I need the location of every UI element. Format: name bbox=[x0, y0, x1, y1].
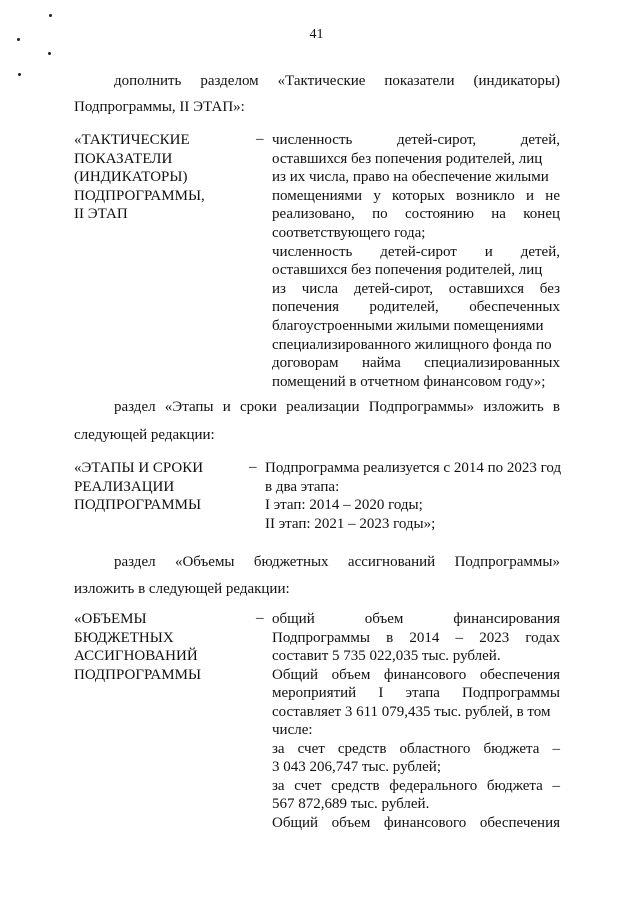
body-line: Общий объем финансового обеспечения bbox=[272, 814, 560, 831]
body-line: общий объем финансирования bbox=[272, 611, 560, 627]
body-line: специализированного жилищного фонда по bbox=[272, 336, 552, 353]
label-line: II ЭТАП bbox=[74, 206, 128, 222]
body-line: составляет 3 611 079,435 тыс. рублей, в том bbox=[272, 703, 551, 720]
label-line: ПОДПРОГРАММЫ bbox=[74, 666, 202, 683]
body-line: помещений в отчетном финансовом году»; bbox=[272, 373, 546, 390]
label-line: «ЭТАПЫ И СРОКИ bbox=[74, 460, 204, 476]
body-line: помещениями у которых возникло и не bbox=[272, 187, 560, 204]
section-3-body bbox=[272, 610, 560, 832]
body-line: 567 872,689 тыс. рублей. bbox=[272, 796, 430, 812]
body-line: соответствующего года; bbox=[272, 224, 426, 241]
body-line: в два этапа: bbox=[265, 478, 340, 495]
section-2-body bbox=[265, 459, 565, 533]
section-1-body bbox=[272, 131, 560, 391]
label-line: РЕАЛИЗАЦИИ bbox=[74, 478, 175, 495]
body-line: числе: bbox=[272, 722, 313, 738]
label-line: «ОБЪЕМЫ bbox=[74, 611, 147, 627]
label-line: (ИНДИКАТОРЫ) bbox=[74, 169, 188, 185]
section-2-label bbox=[74, 459, 244, 515]
body-line: 3 043 206,747 тыс. рублей; bbox=[272, 759, 441, 775]
section-1-label bbox=[74, 131, 244, 224]
body-line: численность детей-сирот, детей, bbox=[272, 132, 560, 148]
body-line: составит 5 735 022,035 тыс. рублей. bbox=[272, 648, 501, 664]
scan-mark bbox=[18, 73, 21, 76]
section-2-dash: – bbox=[249, 459, 257, 475]
section-1-intro-line-2: Подпрограммы, II ЭТАП»: bbox=[74, 99, 245, 115]
label-line: ПОДПРОГРАММЫ, bbox=[74, 187, 205, 204]
section-1-dash: – bbox=[256, 131, 264, 147]
section-3-dash: – bbox=[256, 610, 264, 626]
scan-mark bbox=[48, 52, 51, 55]
section-3-intro-line-1: раздел «Объемы бюджетных ассигнований Подпрограммы» bbox=[114, 554, 560, 570]
body-line: договорам найма специализированных bbox=[272, 355, 560, 372]
body-line: из числа детей-сирот, оставшихся без bbox=[272, 280, 560, 297]
body-line: попечения родителей, обеспеченных bbox=[272, 299, 560, 316]
body-line: за счет средств областного бюджета – bbox=[272, 740, 560, 757]
section-1-intro-line-1: дополнить разделом «Тактические показатели (индикаторы) bbox=[114, 73, 560, 89]
label-line: ПОДПРОГРАММЫ bbox=[74, 497, 202, 513]
label-line: ПОКАЗАТЕЛИ bbox=[74, 150, 173, 167]
body-line: Подпрограммы в 2014 – 2023 годах bbox=[272, 629, 560, 646]
body-line: из их числа, право на обеспечение жилыми bbox=[272, 169, 549, 186]
section-3-intro-line-2: изложить в следующей редакции: bbox=[74, 581, 290, 597]
section-2-intro-line-2: следующей редакции: bbox=[74, 427, 215, 443]
body-line: II этап: 2021 – 2023 годы»; bbox=[265, 515, 436, 532]
body-line: Подпрограмма реализуется с 2014 по 2023 год bbox=[265, 460, 562, 476]
body-line: благоустроенными жилыми помещениями bbox=[272, 317, 544, 334]
body-line: I этап: 2014 – 2020 годы; bbox=[265, 497, 423, 513]
label-line: «ТАКТИЧЕСКИЕ bbox=[74, 132, 190, 148]
body-line: Общий объем финансового обеспечения bbox=[272, 666, 560, 683]
section-3-label bbox=[74, 610, 244, 684]
body-line: мероприятий I этапа Подпрограммы bbox=[272, 685, 560, 701]
body-line: реализовано, по состоянию на конец bbox=[272, 206, 560, 223]
label-line: БЮДЖЕТНЫХ bbox=[74, 629, 174, 646]
body-line: оставшихся без попечения родителей, лиц bbox=[272, 150, 543, 167]
body-line: численность детей-сирот и детей, bbox=[272, 243, 560, 260]
scan-mark bbox=[49, 14, 52, 17]
page-number: 41 bbox=[309, 27, 324, 42]
body-line: за счет средств федерального бюджета – bbox=[272, 777, 560, 794]
section-2-intro-line-1: раздел «Этапы и сроки реализации Подпрограммы» изложить в bbox=[114, 399, 560, 415]
label-line: АССИГНОВАНИЙ bbox=[74, 648, 198, 664]
body-line: оставшихся без попечения родителей, лиц bbox=[272, 262, 543, 279]
